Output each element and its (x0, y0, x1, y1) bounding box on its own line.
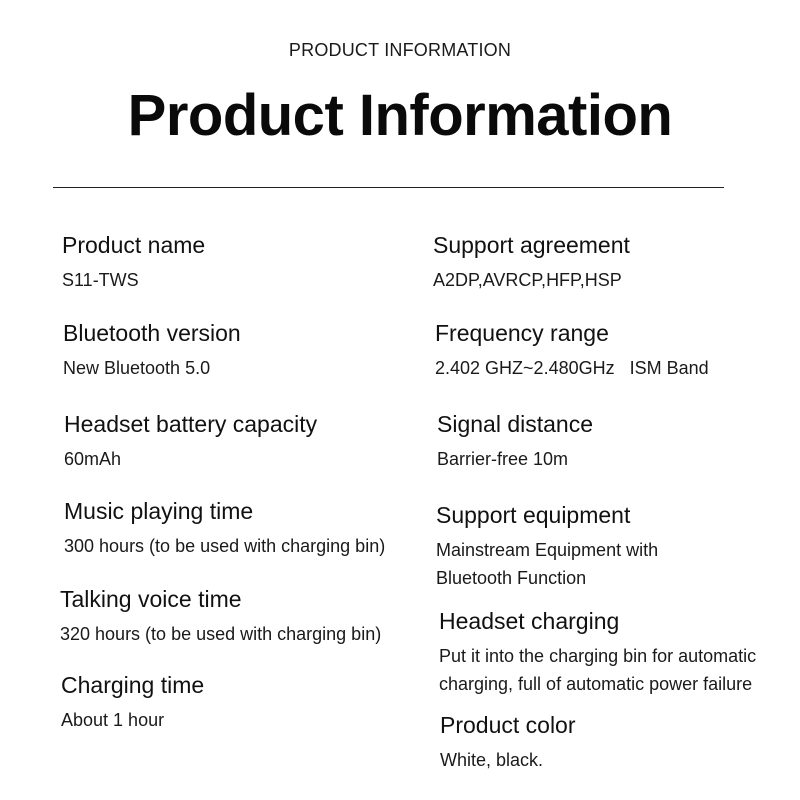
spec-support-equipment (436, 501, 706, 592)
spec-bluetooth-version (63, 319, 241, 382)
spec-frequency-range (435, 319, 709, 382)
spec-label: Music playing time (64, 498, 254, 524)
spec-talking-voice-time (60, 585, 430, 648)
spec-label: Headset battery capacity (64, 411, 318, 437)
spec-label: Support agreement (433, 232, 630, 258)
divider-line (53, 187, 724, 188)
spec-value: S11-TWS (62, 270, 139, 290)
spec-value: White, black. (440, 750, 544, 770)
spec-value: Mainstream Equipment with Bluetooth Function (436, 540, 659, 588)
spec-label: Product color (440, 712, 576, 738)
spec-value: A2DP,AVRCP,HFP,HSP (433, 270, 622, 290)
spec-label: Support equipment (436, 502, 631, 528)
page-title: Product Information (127, 83, 673, 148)
spec-support-agreement (433, 231, 630, 294)
spec-value: 60mAh (64, 449, 122, 469)
spec-value: 300 hours (to be used with charging bin) (64, 536, 386, 556)
page-subtitle: PRODUCT INFORMATION (288, 40, 512, 60)
spec-headset-charging (439, 607, 794, 698)
spec-music-playing-time (64, 497, 424, 560)
spec-label: Headset charging (439, 608, 620, 634)
spec-value: 2.402 GHZ~2.480GHz ISM Band (435, 358, 709, 378)
spec-label: Bluetooth version (63, 320, 241, 346)
spec-label: Signal distance (437, 411, 593, 437)
spec-value: New Bluetooth 5.0 (63, 358, 211, 378)
spec-value: 320 hours (to be used with charging bin) (60, 624, 382, 644)
spec-label: Product name (62, 232, 206, 258)
spec-value: Barrier-free 10m (437, 449, 569, 469)
spec-battery-capacity (64, 410, 317, 473)
spec-product-color (440, 711, 576, 774)
spec-label: Talking voice time (60, 586, 242, 612)
spec-value: About 1 hour (61, 710, 165, 730)
spec-signal-distance (437, 410, 593, 473)
spec-label: Frequency range (435, 320, 609, 346)
spec-product-name (62, 231, 205, 294)
spec-charging-time (61, 671, 204, 734)
spec-label: Charging time (61, 672, 205, 698)
spec-value: Put it into the charging bin for automatic charging, full of automatic power failure (439, 646, 757, 694)
